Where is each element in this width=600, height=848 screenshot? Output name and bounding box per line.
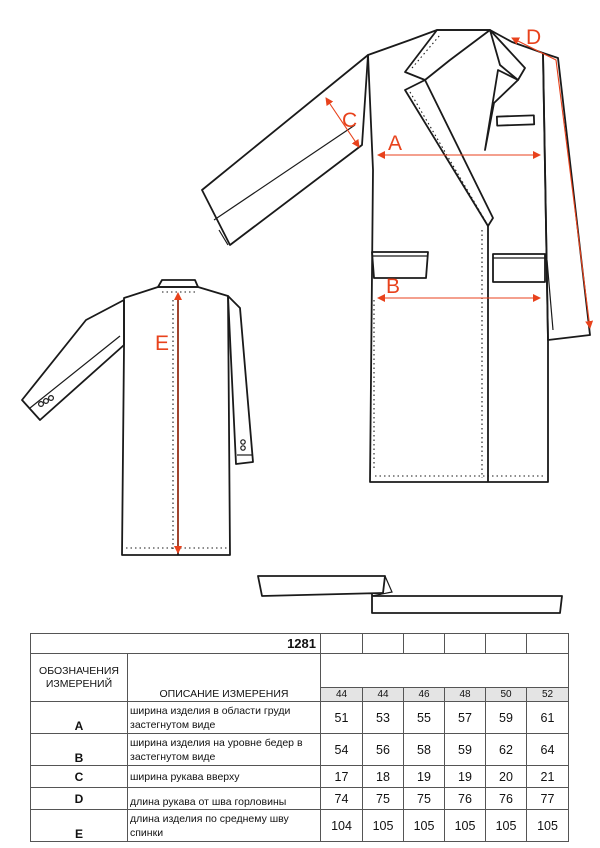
back-collar xyxy=(158,280,198,287)
size-cell: 48 xyxy=(445,688,486,702)
measure-value: 20 xyxy=(486,766,527,788)
measure-code: C xyxy=(31,766,128,788)
table-row xyxy=(31,734,569,766)
measure-code: D xyxy=(31,788,128,810)
table-row xyxy=(31,810,569,842)
measure-description: длина рукава от шва горловины xyxy=(128,788,321,810)
back-right-sleeve xyxy=(228,296,253,464)
measure-description: ширина изделия на уровне бедер в застегнутом виде xyxy=(128,734,321,766)
size-cell: 44 xyxy=(363,688,404,702)
size-cell: 44 xyxy=(321,688,363,702)
size-chart-table xyxy=(30,633,569,842)
table-row xyxy=(31,766,569,788)
size-cell: 46 xyxy=(404,688,445,702)
back-cuff-buttons xyxy=(241,440,245,450)
measure-value: 54 xyxy=(321,734,363,766)
measure-value: 76 xyxy=(486,788,527,810)
measure-value: 77 xyxy=(527,788,569,810)
measure-value: 76 xyxy=(445,788,486,810)
measure-value: 53 xyxy=(363,702,404,734)
size-cell: 52 xyxy=(527,688,569,702)
front-lapel-right xyxy=(485,70,518,150)
measure-value: 56 xyxy=(363,734,404,766)
front-collar-right xyxy=(490,30,525,80)
measure-d-line xyxy=(512,38,590,328)
measure-b-label: B xyxy=(386,275,401,298)
measure-c-label: C xyxy=(342,109,358,132)
measure-value: 58 xyxy=(404,734,445,766)
measure-value: 17 xyxy=(321,766,363,788)
measure-value: 75 xyxy=(404,788,445,810)
table-row xyxy=(31,702,569,734)
front-lapel xyxy=(405,80,493,226)
header-description: ОПИСАНИЕ ИЗМЕРЕНИЯ xyxy=(128,654,321,702)
measure-description: длина изделия по среднему шву спинки xyxy=(128,810,321,842)
measure-description: ширина рукава вверху xyxy=(128,766,321,788)
measure-value: 105 xyxy=(445,810,486,842)
size-cell: 50 xyxy=(486,688,527,702)
measure-a-label: A xyxy=(388,132,403,155)
belt xyxy=(258,576,562,613)
measure-value: 104 xyxy=(321,810,363,842)
front-breast-pocket xyxy=(497,115,534,125)
measure-value: 105 xyxy=(404,810,445,842)
measure-value: 55 xyxy=(404,702,445,734)
measure-value: 57 xyxy=(445,702,486,734)
measure-value: 51 xyxy=(321,702,363,734)
measure-value: 75 xyxy=(363,788,404,810)
measure-value: 105 xyxy=(363,810,404,842)
measure-value: 105 xyxy=(527,810,569,842)
table-row xyxy=(31,788,569,810)
measure-code: A xyxy=(31,702,128,734)
article-number: 1281 xyxy=(31,634,321,654)
measure-value: 61 xyxy=(527,702,569,734)
measure-value: 74 xyxy=(321,788,363,810)
measure-value: 59 xyxy=(445,734,486,766)
measure-description: ширина изделия в области груди застегнутом виде xyxy=(128,702,321,734)
front-view xyxy=(202,30,590,482)
measure-value: 62 xyxy=(486,734,527,766)
header-codes: ОБОЗНАЧЕНИЯ ИЗМЕРЕНИЙ xyxy=(31,654,128,702)
back-body xyxy=(122,287,230,555)
measure-code: E xyxy=(31,810,128,842)
measure-value: 105 xyxy=(486,810,527,842)
measure-d-label: D xyxy=(526,26,542,49)
measure-value: 18 xyxy=(363,766,404,788)
measure-value: 64 xyxy=(527,734,569,766)
back-view xyxy=(22,280,253,555)
measure-e-label: E xyxy=(155,332,170,355)
table-header-row xyxy=(31,654,569,688)
back-sleeve-buttons xyxy=(39,396,54,407)
measure-value: 19 xyxy=(445,766,486,788)
front-left-sleeve xyxy=(202,55,368,245)
measure-code: B xyxy=(31,734,128,766)
measure-value: 59 xyxy=(486,702,527,734)
measure-value: 21 xyxy=(527,766,569,788)
measure-value: 19 xyxy=(404,766,445,788)
table-article-row xyxy=(31,634,569,654)
